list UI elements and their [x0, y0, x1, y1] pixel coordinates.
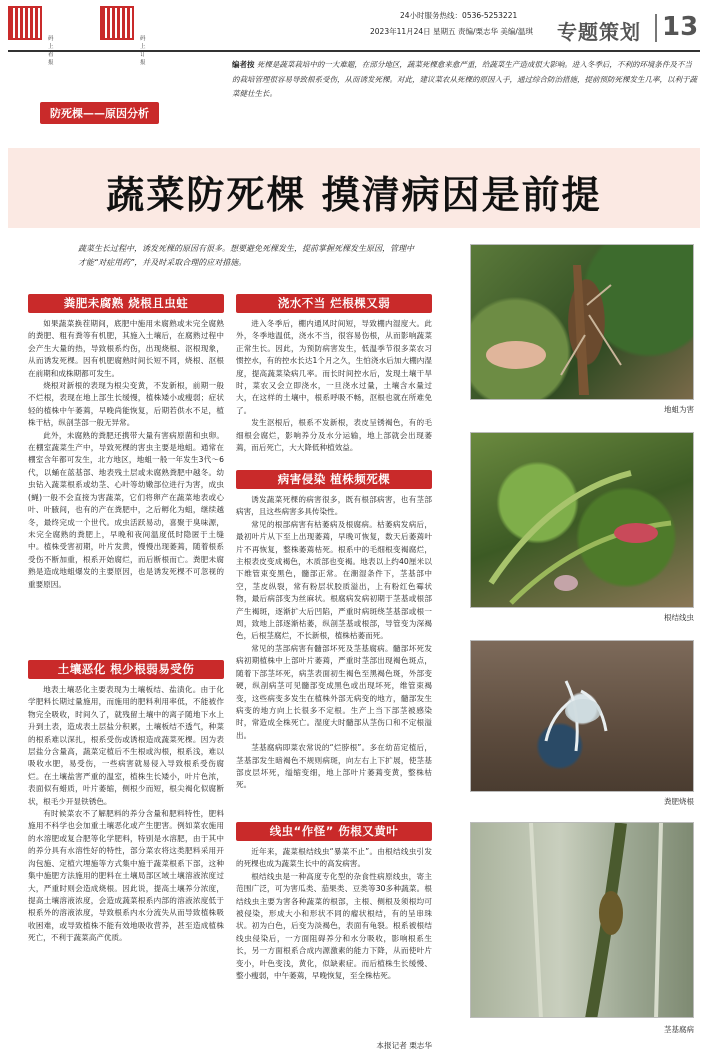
section-body-disease	[236, 494, 432, 824]
editor-note-label: 编者按	[232, 60, 255, 69]
photo-stem-base-rot	[470, 822, 694, 1018]
section-body-nematode	[236, 846, 432, 1038]
section-head-manure: 粪肥未腐熟 烧根且虫蛀	[28, 294, 224, 313]
qr-subscribe-label: 码上订报	[140, 36, 146, 66]
paragraph: 根结线虫是一种高度专化型的杂食性病原线虫，寄主范围广泛，可为害瓜类、茄果类、豆类等30多种蔬菜。根结线虫主要为害各种蔬菜的根部，主根、侧根及须根均可被侵染，形成大小和形状不同的瘤状根结，有的呈串珠状。初为白色，后变为淡褐色，表面有龟裂。根系被根结线虫侵染后，一方面阻碍养分和水分吸收，影响根系生长，另一方面根系合成内源激素的能力下降，从而使叶片变小，叶色变浅，黄化，似缺素症。而后植株生长缓慢、整小瘦弱，中午萎蔫，早晚恢复，至全株枯死。	[236, 871, 432, 981]
paragraph: 常见的茎部病害有髓部坏死及茎基腐病。髓部坏死发病初期植株中上部叶片萎蔫，严重时茎部出现褐色斑点，随着下部茎坏死，病茎表面初生褐色至黑褐色斑，外部变硬，纵剖病茎可见髓部变成黑色或出现坏死，维管束褐变，这些病变多发生在植株外部无病变的地方，髓部发生病变的地方向上长很多不定根。生产上当下部茎被感染时，常造成全株死亡。湿度大时髓部从茎伤口和不定根溢出。	[236, 643, 432, 740]
caption-stem-base-rot: 茎基腐病	[664, 1025, 694, 1034]
photo-nematode-illustration	[471, 433, 694, 608]
topic-tag: 防死棵——原因分析	[40, 102, 159, 124]
caption-root-knot-nematode: 根结线虫	[664, 613, 694, 622]
section-head-soil: 土壤恶化 根少根弱易受伤	[28, 660, 224, 679]
dateline: 2023年11月24日 星期五 责编/栗志华 美编/温琪	[370, 27, 533, 36]
photo-manure-burned-root	[470, 640, 694, 792]
paragraph: 进入冬季后，棚内通风时间短，导致棚内湿度大。此外，冬季地温低，浇水不当，很容易伤根，从而影响蔬菜正常生长。因此，为预防病害发生，低温季节很多菜农习惯控水，有的控水长达1个月之久，生怕浇水后加大棚内湿度，提高蔬菜染病几率。而长时间控水后，发现土壤干旱时，菜农又会立即浇水，一旦浇水过量，土壤含水量过大，在这样的土壤中，根系呼吸不畅，沤根也就在所难免了。	[236, 319, 432, 415]
page-number: 13	[662, 12, 699, 42]
hotline: 24小时服务热线：0536-5253221	[400, 11, 518, 20]
paragraph: 诱发蔬菜死棵的病害很多，既有根部病害，也有茎部病害，且这些病害多具传染性。	[236, 495, 432, 517]
editor-note-text: 死棵是蔬菜栽培中的一大难题，在部分地区，蔬菜死棵愈来愈严重，给蔬菜生产造成很大影响。进入冬季后，不利的环境条件及不当的栽培管理很容易导致根系受伤，从而诱发死棵。对此，建议菜农从死棵的原因入手，通过综合防治措施，提前预防死棵发生几率，以利于蔬菜健壮生长。	[232, 60, 697, 98]
caption-manure-burned-root: 粪肥烧根	[664, 797, 694, 806]
byline: 本报记者 栗志华	[376, 1041, 432, 1050]
intro-text: 蔬菜生长过程中，诱发死棵的原因有很多。想要避免死棵发生，提前掌握死棵发生原因，管理中才能“对症用药”，并及时采取合理的应对措施。	[78, 244, 414, 267]
paragraph: 地表土壤恶化主要表现为土壤板结、盐渍化。由于化学肥料长期过量施用，而施用的肥料利用率低，不能被作物完全吸收，时间久了，就残留土壤中的离子随地下水上升到土表，造成表土层盐分积累，土壤板结不透气，种菜的根系难以深扎，根系受伤或诱根造成蔬菜死棵。因为表层盐分含量高，蔬菜定植后不生根或沟根，根系浅，难以吸收水肥，易受伤，一些病害就易侵入导致根系受伤腐烂。在土壤盐害严重的温室，植株生长矮小，叶片色浓，表面似有蜡质，叶片萎缩，侧根少而短，根尖褐化似腐断状，根毛少开显铁锈色。	[28, 685, 224, 806]
section-head-disease: 病害侵染 植株频死棵	[236, 470, 432, 489]
header-rule	[8, 50, 700, 52]
paragraph: 常见的根部病害有枯萎病及根腐病。枯萎病发病后，最初叶片从下至上出现萎蔫，早晚可恢复，数天后萎蔫叶片不再恢复，整株萎蔫枯死。根系中的毛细根变褐腐烂，主根表皮变成褐色，木质部也变褐。地表以上约40厘米以下维管束变黑色，髓部正常。在潮湿条件下，茎基部中空，茎皮纵裂，常有粉层状胶质溢出，上有粉红色霉状物，最后病部变为丝麻状。根腐病发病初期于茎基或根部产生褐斑，逐渐扩大后凹陷，严重时病斑绕茎基部或根一周，致地上部逐渐枯萎，纵剖茎基或根部，导管变为深褐色，后根茎腐烂，不长新根，植株枯萎而死。	[236, 519, 432, 641]
caption-maggot-damage: 地蛆为害	[664, 405, 694, 414]
qr-read-label: 码上看报	[48, 36, 54, 66]
section-body-watering	[236, 318, 432, 464]
paragraph: 烧根对新根的表现为根尖变黄，不发新根，前期一般不烂根，表现在地上部生长缓慢，植株矮小或瘦弱；症状轻的植株中午萎蔫，早晚尚能恢复，后期若供水不足，植株干枯，纵剖茎部一般无异常。	[28, 381, 224, 428]
header-divider	[655, 14, 657, 42]
photo-burned-root-illustration	[471, 641, 694, 792]
photo-maggot-damage	[470, 244, 694, 400]
paragraph: 发生沤根后，根系不发新根，表皮呈锈褐色，有的毛细根会腐烂，影响养分及水分运输，地上部就会出现萎蔫，而后死亡，大大降低种植效益。	[236, 418, 432, 453]
paragraph: 近年来，蔬菜根结线虫“暴菜不止”。由根结线虫引发的死棵也成为蔬菜生长中的高发病害。	[236, 847, 432, 869]
paragraph: 此外，未腐熟的粪肥还携带大量有害病原菌和虫卵。在棚室蔬菜生产中，导致死棵的害虫主要是地蛆。通常在棚室含年都可发生，北方地区，地蛆一般一年发生3代～6代，以蛹在蓝基部、地表残土层或未腐熟粪肥中越冬。幼虫钻入蔬菜根系或幼茎、心叶等幼嫩部位进行为害，成虫(蝇)一般不会直接为害蔬菜，它们将卵产在蔬菜地表或心叶、叶腋间，也有的产在粪肥中，之后孵化为蛆，继续越冬，最终完成一个世代。成虫活跃易动，喜聚于臭味源，未完全腐熟的粪肥上，早晚和夜间温度低时隐匿于土缝中。植株受害初期，叶片发黄，慢慢出现萎蔫，随着根系受伤不断加重，根系开始腐烂，而后断根而亡。粪肥未腐熟是造成地蛆爆发的主要原因，也是诱发死棵不可忽视的重要原因。	[28, 430, 224, 589]
headline: 蔬菜防死棵 摸清病因是前提	[106, 173, 602, 217]
section-name: 专题策划	[557, 20, 641, 44]
section-body-manure	[28, 318, 224, 658]
qr-code-read[interactable]	[8, 6, 42, 40]
photo-stem-rot-illustration	[471, 823, 694, 1018]
photo-maggot-illustration	[471, 245, 694, 400]
section-head-watering: 浇水不当 烂根棵又弱	[236, 294, 432, 313]
paragraph: 有时候菜农不了解肥料的养分含量和肥料特性，肥料施用不科学也会加重土壤恶化或产生肥害。例如菜农施用的水溶肥或复合肥等化学肥料，特别是水溶肥，由于其中的养分具有水溶性好的特性，部分菜农将这类肥料采用开沟包施、定植穴埋施等方式集中施于蔬菜根系下部，这种集中施肥方法施用的肥料在土壤局部区域土壤溶液浓度过大，严重时则会造成烧根。因此说，提高土壤养分浓度，提高土壤溶液浓度，会造成蔬菜根系内部的溶液浓度低于根系外的溶液浓度，导致根系内水分流失从而导致植株吸收困难，或导致植株不能有效地吸收营养，甚至造成植株死亡，不利于蔬菜高产优质。	[28, 809, 224, 943]
photo-root-knot-nematode	[470, 432, 694, 608]
paragraph: 如果蔬菜换茬期间，底肥中施用未腐熟或未完全腐熟的粪肥、粗有粪等有机肥，其施入土壤后，在腐熟过程中会产生大量的热，导致根系灼伤，出现烧根、沤根现象，从而诱发死棵。因有机肥腐熟时间长短不同，烧根、沤根在前期和成株期都可发生。	[28, 319, 224, 378]
section-body-soil	[28, 684, 224, 1056]
paragraph: 茎基腐病即菜农常说的“烂脖根”。多在幼苗定植后，茎基部发生暗褐色不规则病斑，向左右上下扩展，使茎基部皮层坏死，缢缩变细，地上部叶片萎蔫变黄，整株枯死。	[236, 743, 432, 790]
editor-note	[232, 58, 698, 102]
qr-code-subscribe[interactable]	[100, 6, 134, 40]
section-head-nematode: 线虫“作怪” 伤根又黄叶	[236, 822, 432, 841]
